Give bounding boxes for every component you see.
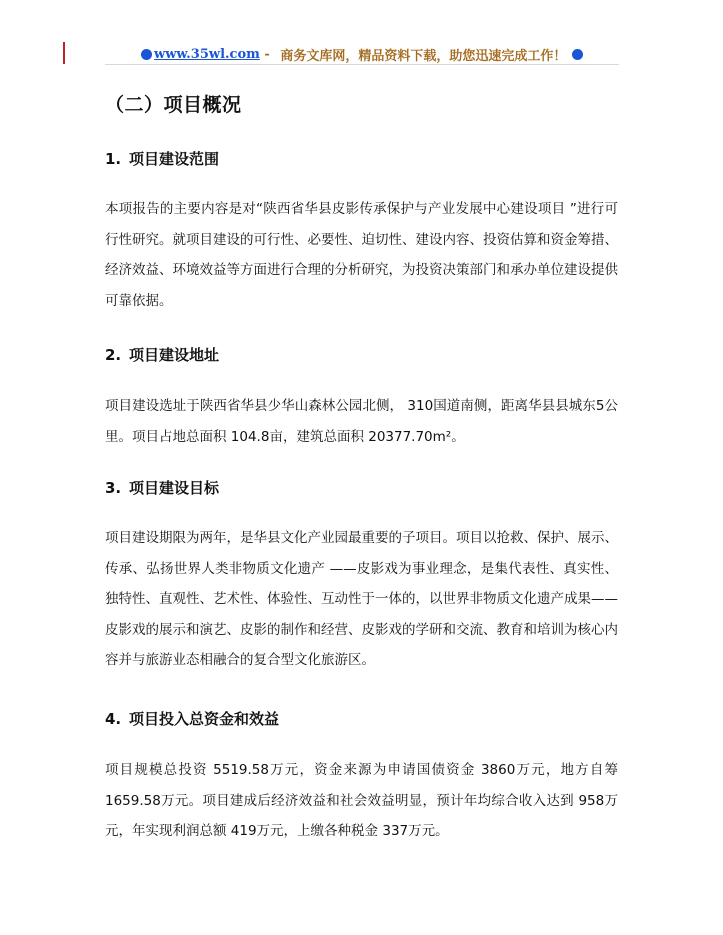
page-header bbox=[141, 44, 583, 64]
subsection-number: 1. bbox=[105, 150, 122, 168]
subsection-paragraph: 项目建设期限为两年，是华县文化产业园最重要的子项目。项目以抢救、保护、展示、传承、弘扬世界人类非物质文化遗产 ——皮影戏为事业理念，是集代表性、真实性、独特性、直观性、艺术性、体验性、互动性于一体的，以世界非物质文化遗产成果——皮影戏的展示和演艺、皮影的制作和经营、皮影戏的学研和交流、教育和培训为核心内容并与旅游业态相融合的复合型文化旅游区。 bbox=[105, 530, 618, 668]
section-title: （二）项目概况 bbox=[105, 94, 242, 116]
header-divider bbox=[105, 64, 619, 65]
subsection-number: 3. bbox=[105, 479, 122, 497]
subsection-title: 项目投入总资金和效益 bbox=[129, 710, 280, 728]
subsection-paragraph: 本项报告的主要内容是对“陕西省华县皮影传承保护与产业发展中心建设项目 ”进行可行性研究。就项目建设的可行性、必要性、迫切性、建设内容、投资估算和资金筹措、经济效益、环境效益等方面进行合理的分析研究，为投资决策部门和承办单位建设提供可靠依据。 bbox=[105, 201, 618, 309]
subsection-paragraph: 项目建设选址于陕西省华县少华山森林公园北侧， 310国道南侧，距离华县县城东5公里。项目占地总面积 104.8亩，建筑总面积 20377.70m²。 bbox=[105, 398, 618, 445]
bullet-dot-icon bbox=[141, 49, 152, 60]
header-slogan: 商务文库网，精品资料下载，助您迅速完成工作！ bbox=[280, 48, 567, 64]
subsection-title: 项目建设地址 bbox=[129, 346, 220, 364]
subsection-heading bbox=[105, 148, 219, 170]
subsection-title: 项目建设目标 bbox=[129, 479, 220, 497]
subsection-title: 项目建设范围 bbox=[129, 150, 220, 168]
bullet-dot-icon bbox=[572, 49, 583, 60]
header-site-link[interactable]: www.35wl.com bbox=[154, 46, 260, 62]
subsection-heading bbox=[105, 344, 219, 366]
margin-marker bbox=[63, 42, 65, 64]
subsection-heading bbox=[105, 708, 279, 730]
header-dash: - bbox=[259, 46, 275, 62]
subsection-heading bbox=[105, 477, 219, 499]
subsection-number: 2. bbox=[105, 346, 122, 364]
subsection-paragraph: 项目规模总投资 5519.58万元，资金来源为申请国债资金 3860万元，地方自筹1659.58万元。项目建成后经济效益和社会效益明显，预计年均综合收入达到 958万元，年实现利润总额 419万元，上缴各种税金 337万元。 bbox=[105, 762, 618, 839]
subsection-number: 4. bbox=[105, 710, 122, 728]
